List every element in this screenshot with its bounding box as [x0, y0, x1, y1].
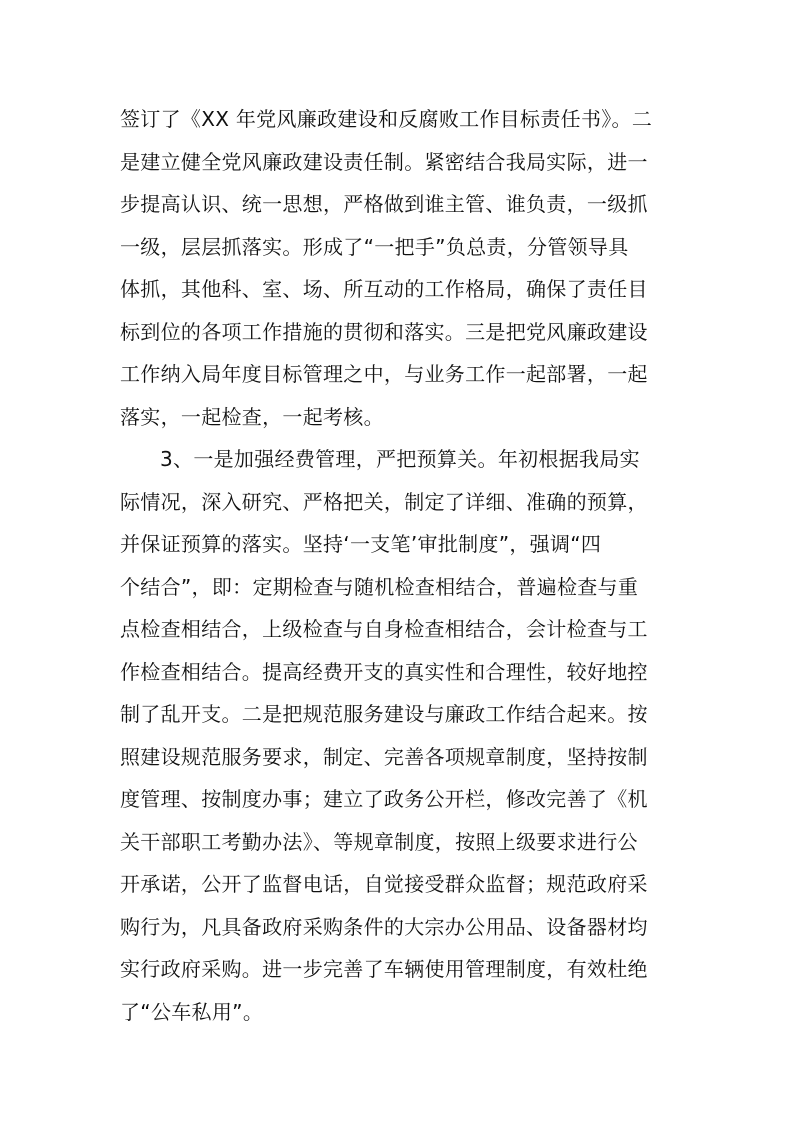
text-line: 了“公车私用”。	[120, 999, 264, 1024]
text-line: 签订了《XX 年党风廉政建设和反腐败工作目标责任书》。二	[120, 107, 653, 131]
text-line: 度管理、按制度办事；建立了政务公开栏，修改完善了《机	[120, 787, 648, 811]
text-line: 3、一是加强经费管理，严把预算关。年初根据我局实	[160, 447, 640, 471]
text-line: 并保证预算的落实。坚持‘一支笔’审批制度”，强调“四	[120, 532, 602, 556]
text-line: 是建立健全党风廉政建设责任制。紧密结合我局实际，进一	[120, 149, 648, 174]
text-line: 点检查相结合，上级检查与自身检查相结合，会计检查与工	[120, 617, 648, 641]
paragraph-continued	[120, 98, 680, 438]
text-line: 步提高认识、统一思想，严格做到谁主管、谁负责，一级抓	[120, 192, 648, 216]
text-line: 作检查相结合。提高经费开支的真实性和合理性，较好地控	[120, 659, 648, 684]
text-line: 实行政府采购。进一步完善了车辆使用管理制度，有效杜绝	[120, 957, 648, 981]
text-line: 标到位的各项工作措施的贯彻和落实。三是把党风廉政建设	[120, 319, 648, 344]
paragraph-3	[120, 438, 680, 1033]
text-line: 个结合”，即：定期检查与随机检查相结合，普遍检查与重	[120, 574, 639, 599]
text-line: 际情况，深入研究、严格把关，制定了详细、准确的预算，	[120, 489, 648, 514]
text-line: 工作纳入局年度目标管理之中，与业务工作一起部署，一起	[120, 362, 648, 386]
text-line: 照建设规范服务要求，制定、完善各项规章制度，坚持按制	[120, 744, 648, 769]
text-line: 开承诺，公开了监督电话，自觉接受群众监督；规范政府采	[120, 872, 648, 896]
text-line: 一级，层层抓落实。形成了“一把手”负总责，分管领导具	[120, 234, 629, 259]
text-line: 落实，一起检查，一起考核。	[120, 404, 384, 429]
text-line: 购行为，凡具备政府采购条件的大宗办公用品、设备器材均	[120, 914, 648, 939]
body-text	[120, 98, 680, 1033]
text-line: 制了乱开支。二是把规范服务建设与廉政工作结合起来。按	[120, 702, 648, 726]
text-line: 关干部职工考勤办法》、等规章制度，按照上级要求进行公	[120, 829, 638, 854]
text-line: 体抓，其他科、室、场、所互动的工作格局，确保了责任目	[120, 277, 648, 301]
